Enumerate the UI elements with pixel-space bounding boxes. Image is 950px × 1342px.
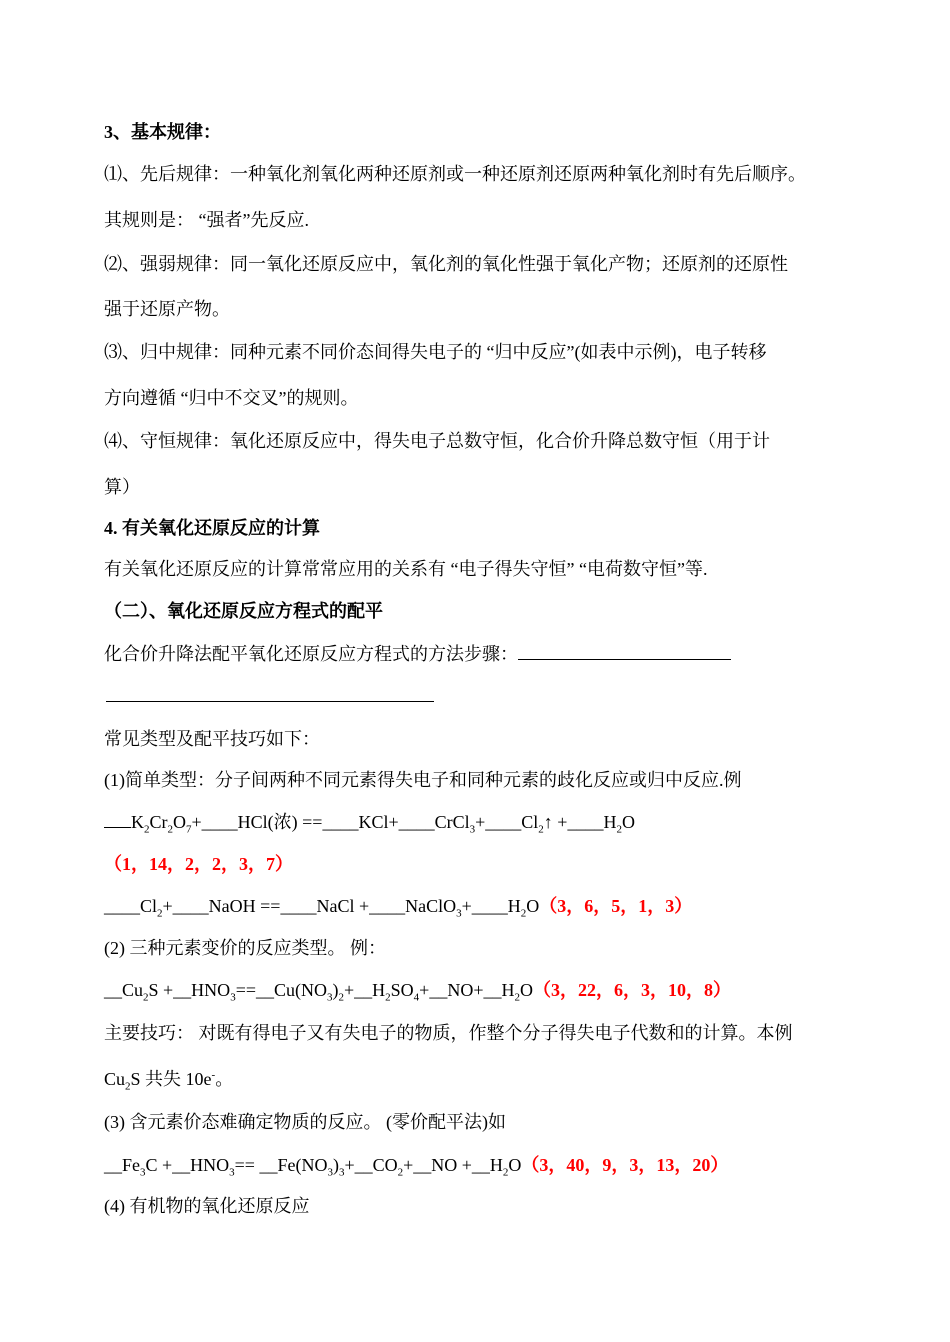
method-line	[104, 642, 731, 666]
rule2-line2: 强于还原产物。	[104, 299, 230, 319]
rule3-line2: 方向遵循 “归中不交叉”的规则。	[104, 388, 359, 408]
rule1-line1: ⑴、先后规律：一种氧化剂氧化两种还原剂或一种还原剂还原两种氧化剂时有先后顺序。	[104, 164, 806, 184]
rule2-line1: ⑵、强弱规律：同一氧化还原反应中，氧化剂的氧化性强于氧化产物；还原剂的还原性	[104, 254, 788, 274]
equation-2: $\_\_\_\_Cl_2+\_\_\_\_NaOH$ ==____NaCl $+\_\_\_\_NaClO_3+\_\_\_\_H_2O(3$，6，5，1，3）	[104, 896, 693, 920]
equation-3-answer: （3，22，6，3，10，8）	[532, 980, 731, 1000]
answer-blank-2[interactable]	[106, 685, 434, 702]
equation-1-answer: （1，14，2，2，3，7）	[104, 854, 293, 874]
section-two-title: （二）、氧化还原反应方程式的配平	[104, 601, 383, 621]
equation-4: $\_\_Fe_3C$ $+\_\_HNO_3==$ $\_\_Fe(NO_3)_3+\_\_CO_2+\_\_NO$ $+\_\_H_2O(3$，40，9，3，13，20）	[104, 1155, 729, 1179]
method-text: 化合价升降法配平氧化还原反应方程式的方法步骤：	[104, 644, 518, 664]
section4-text: 有关氧化还原反应的计算常常应用的关系有 “电子得失守恒” “电荷数守恒”等.	[104, 559, 708, 579]
type1-title: (1)简单类型：分子间两种不同元素得失电子和同种元素的歧化反应或归中反应.例	[104, 770, 742, 790]
types-intro: 常见类型及配平技巧如下：	[104, 729, 320, 749]
equation-3: $\_\_Cu_2S$ $+\_\_HNO_3==\_\_Cu(NO_3)_2+\_\_H_2SO_4+\_\_NO+\_\_H_2O(3$，22，6，3，10，8）	[104, 980, 731, 1004]
section4-title: 4. 有关氧化还原反应的计算	[104, 518, 320, 538]
type4-title: (4) 有机物的氧化还原反应	[104, 1196, 310, 1216]
rule4-line1: ⑷、守恒规律：氧化还原反应中，得失电子总数守恒，化合价升降总数守恒（用于计	[104, 431, 770, 451]
answer-blank-1[interactable]	[518, 643, 731, 660]
method-blank-line	[106, 684, 434, 708]
rule3-line1: ⑶、归中规律：同种元素不同价态间得失电子的 “归中反应”(如表中示例)，电子转移	[104, 342, 767, 362]
equation-1: $K_2Cr_2O_7+\_\_\_\_HCl$(浓) $==\_\_\_\_KCl+\_\_\_\_CrCl_3+\_\_\_\_Cl_2↑$ $+\_\_\_\_H_2O$	[104, 810, 635, 834]
equation-4-answer: （3，40，9，3，13，20）	[521, 1155, 729, 1175]
tip-line1: 主要技巧： 对既有得电子又有失电子的物质，作整个分子得失电子代数和的计算。本例	[104, 1023, 793, 1043]
coef-blank[interactable]	[104, 811, 131, 828]
tip-line2: $Cu_2S$ 共失 10e-。	[104, 1069, 234, 1093]
rule4-line2: 算）	[104, 477, 140, 497]
equation-2-answer: （3，6，5，1，3）	[539, 896, 693, 916]
type3-title: (3) 含元素价态难确定物质的反应。 (零价配平法)如	[104, 1112, 506, 1132]
rule1-line2: 其规则是： “强者”先反应.	[104, 210, 309, 230]
section3-title: 3、基本规律：	[104, 122, 221, 142]
type2-title: (2) 三种元素变价的反应类型。 例：	[104, 938, 386, 958]
